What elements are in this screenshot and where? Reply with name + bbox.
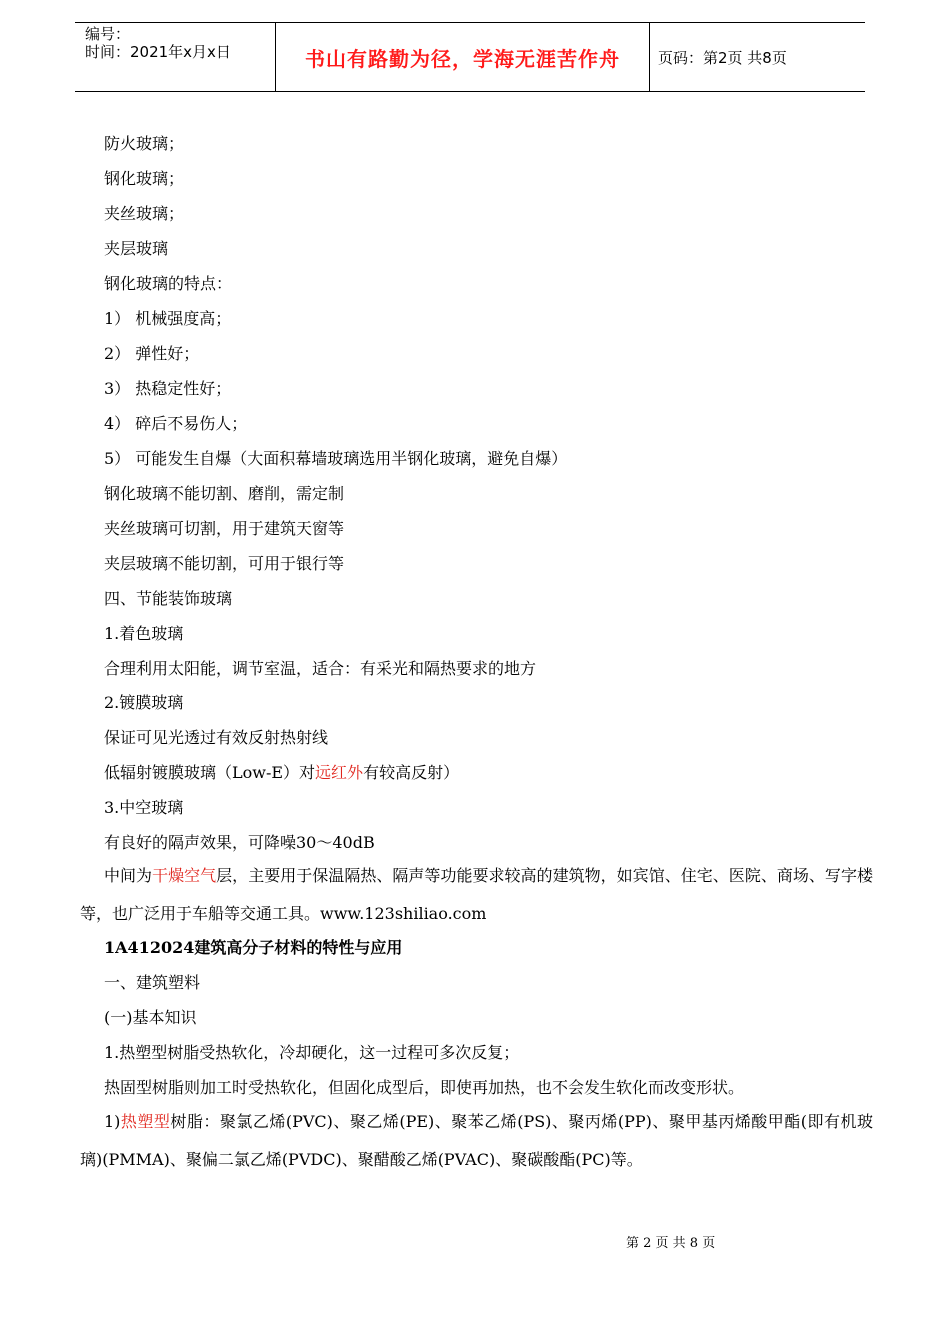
text-line: 1.热塑型树脂受热软化，冷却硬化，这一过程可多次反复； — [104, 1043, 520, 1062]
header-info-cell — [75, 23, 276, 91]
text-span: 层，主要用于保温隔热、隔声等功能要求较高的建筑物，如宾馆、住宅、医院、商场、写字楼等，也广泛用于车船等交通工具。www.123shiliao.com — [80, 866, 873, 923]
highlight-text: 远红外 — [315, 763, 364, 782]
list-item: 1） 机械强度高； — [104, 309, 232, 328]
text-line: 夹层玻璃不能切割，可用于银行等 — [104, 554, 345, 573]
text-span: 1) — [104, 1112, 121, 1131]
header-page-number: 页码：第2页 共8页 — [658, 48, 787, 67]
subsection-heading: 3.中空玻璃 — [104, 798, 184, 817]
text-line: 合理利用太阳能，调节室温，适合：有采光和隔热要求的地方 — [104, 659, 537, 678]
list-item: 4） 碎后不易伤人； — [104, 414, 248, 433]
page-footer: 第 2 页 共 8 页 — [626, 1236, 716, 1251]
section-heading: 一、建筑塑料 — [104, 973, 201, 992]
document-number-label: 编号： — [85, 25, 131, 43]
text-line: 钢化玻璃的特点： — [104, 274, 233, 293]
text-line: 热固型树脂则加工时受热软化，但固化成型后，即使再加热，也不会发生软化而改变形状。 — [104, 1078, 745, 1097]
text-line: 钢化玻璃； — [104, 169, 185, 188]
text-span: 树脂：聚氯乙烯(PVC)、聚乙烯(PE)、聚苯乙烯(PS)、聚丙烯(PP)、聚甲基丙烯酸甲酯(即有机玻璃)(PMMA)、聚偏二氯乙烯(PVDC)、聚醋酸乙烯(PVAC)、聚碳酸酯(PC)等。 — [80, 1112, 873, 1169]
air-paragraph — [80, 857, 873, 933]
text-span: 有较高反射） — [363, 763, 460, 782]
highlight-text: 干燥空气 — [152, 866, 217, 885]
text-line: 有良好的隔声效果，可降噪30～40dB — [104, 833, 375, 852]
section-title: 1A412024建筑高分子材料的特性与应用 — [104, 938, 403, 957]
text-line: 防火玻璃； — [104, 134, 185, 153]
list-item: 5） 可能发生自爆（大面积幕墙玻璃选用半钢化玻璃，避免自爆） — [104, 449, 568, 468]
text-line: 夹丝玻璃可切割，用于建筑天窗等 — [104, 519, 345, 538]
lowe-line — [104, 763, 459, 783]
header-motto: 书山有路勤为径，学海无涯苦作舟 — [276, 23, 650, 91]
list-item: 2） 弹性好； — [104, 344, 200, 363]
subsection-heading: (一)基本知识 — [104, 1008, 197, 1027]
section-heading: 四、节能装饰玻璃 — [104, 589, 233, 608]
text-span: 低辐射镀膜玻璃（Low-E）对 — [104, 763, 316, 782]
subsection-heading: 2.镀膜玻璃 — [104, 693, 184, 712]
text-line: 保证可见光透过有效反射热射线 — [104, 728, 329, 747]
text-span: 中间为 — [104, 866, 153, 885]
resin-paragraph — [80, 1103, 873, 1179]
document-date: 时间：2021年x月x日 — [85, 43, 231, 61]
list-item: 3） 热稳定性好； — [104, 379, 232, 398]
subsection-heading: 1.着色玻璃 — [104, 624, 184, 643]
highlight-text: 热塑型 — [120, 1112, 171, 1131]
text-line: 夹丝玻璃； — [104, 204, 185, 223]
page-header — [75, 22, 865, 92]
text-line: 钢化玻璃不能切割、磨削，需定制 — [104, 484, 345, 503]
text-line: 夹层玻璃 — [104, 239, 169, 258]
